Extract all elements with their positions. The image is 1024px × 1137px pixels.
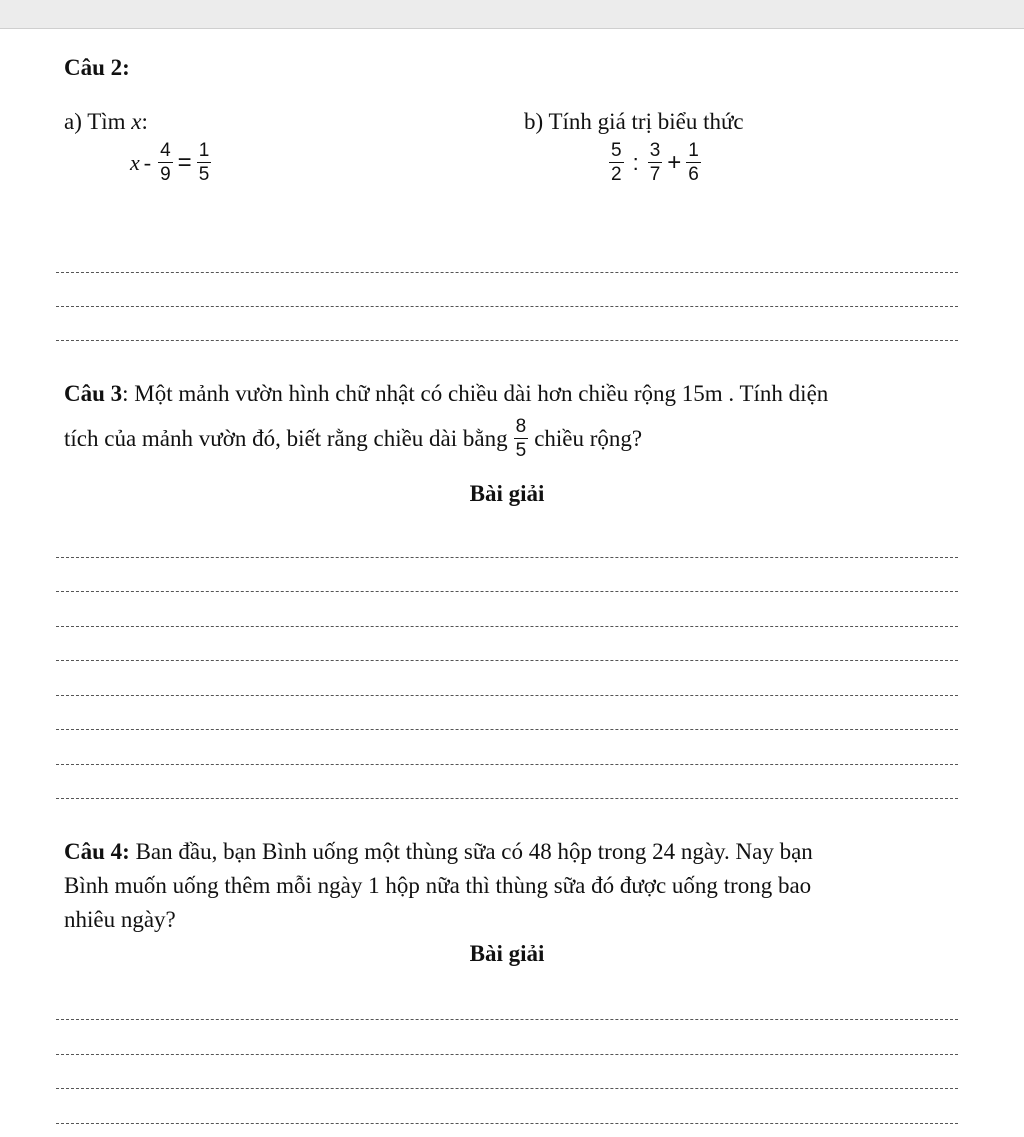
q3-fraction-numerator: 8 xyxy=(515,416,527,437)
q2b-fraction-2 xyxy=(648,140,663,185)
q3-solution-heading: Bài giải xyxy=(469,481,545,506)
q2b-op-plus: + xyxy=(667,148,682,176)
q3-fraction-denominator: 5 xyxy=(515,440,527,461)
answer-line xyxy=(56,306,958,307)
answer-line xyxy=(56,1088,958,1089)
q3-fraction xyxy=(514,416,529,461)
q2b-f1-numerator: 5 xyxy=(611,140,622,161)
answer-line xyxy=(56,695,958,696)
answer-line xyxy=(56,729,958,730)
q2b-f3-numerator: 1 xyxy=(688,140,699,161)
q2a-label xyxy=(64,108,148,136)
answer-line xyxy=(56,798,958,799)
q2a-label-colon: : xyxy=(141,109,148,134)
q2b-f2-numerator: 3 xyxy=(649,140,661,161)
q2b-f1-denominator: 2 xyxy=(611,164,622,185)
q4-line-2: Bình muốn uống thêm mỗi ngày 1 hộp nữa thì thùng sữa đó được uống trong bao xyxy=(64,873,812,898)
q3-line-2-post: chiều rộng? xyxy=(534,425,643,451)
q3-line-1 xyxy=(64,380,828,408)
answer-line xyxy=(56,1054,958,1055)
q2b-op-divide: : xyxy=(632,149,639,175)
answer-line xyxy=(56,1123,958,1124)
q3-line-2-pre: tích của mảnh vườn đó, biết rằng chiều dài bằng xyxy=(64,425,508,451)
q4-title: Câu 4: xyxy=(64,839,130,864)
q2a-f1-numerator: 4 xyxy=(160,140,171,161)
q2b-f2-denominator: 7 xyxy=(649,164,661,185)
q2b-fraction-1 xyxy=(609,140,624,185)
q2b-fraction-3 xyxy=(686,140,701,185)
q2a-f2-denominator: 5 xyxy=(198,164,210,185)
viewer-top-bar xyxy=(0,0,1024,29)
q2-title: Câu 2: xyxy=(64,55,130,80)
answer-line xyxy=(56,764,958,765)
answer-line xyxy=(56,591,958,592)
q2b-f3-denominator: 6 xyxy=(688,164,699,185)
q2a-f2-numerator: 1 xyxy=(198,140,210,161)
q2a-equation xyxy=(130,140,214,185)
q4-line-3: nhiêu ngày? xyxy=(64,907,176,932)
answer-line xyxy=(56,660,958,661)
answer-line xyxy=(56,340,958,341)
answer-line xyxy=(56,557,958,558)
q2a-label-var: x xyxy=(131,109,142,134)
q2a-f1-denominator: 9 xyxy=(160,164,171,185)
q2a-eq-sign: = xyxy=(177,148,192,176)
q2b-expression xyxy=(606,140,704,185)
q4-solution-heading: Bài giải xyxy=(469,941,545,966)
answer-line xyxy=(56,1019,958,1020)
q2a-fraction-1 xyxy=(158,140,173,185)
q3-line-1-text: : Một mảnh vườn hình chữ nhật có chiều dài hơn chiều rộng 15m . Tính diện xyxy=(122,381,829,406)
answer-line xyxy=(56,272,958,273)
q2b-label: b) Tính giá trị biểu thức xyxy=(524,109,744,134)
answer-line xyxy=(56,626,958,627)
q2a-fraction-2 xyxy=(197,140,212,185)
q3-line-2 xyxy=(64,416,642,461)
q4-line-1-text: Ban đầu, bạn Bình uống một thùng sữa có 48 hộp trong 24 ngày. Nay bạn xyxy=(129,839,813,864)
q2a-eq-minus: - xyxy=(143,149,152,175)
q4-line-1 xyxy=(64,838,813,866)
q2a-eq-var: x xyxy=(130,149,140,175)
q3-title: Câu 3 xyxy=(64,381,123,406)
q2a-label-text: a) Tìm xyxy=(64,109,132,134)
